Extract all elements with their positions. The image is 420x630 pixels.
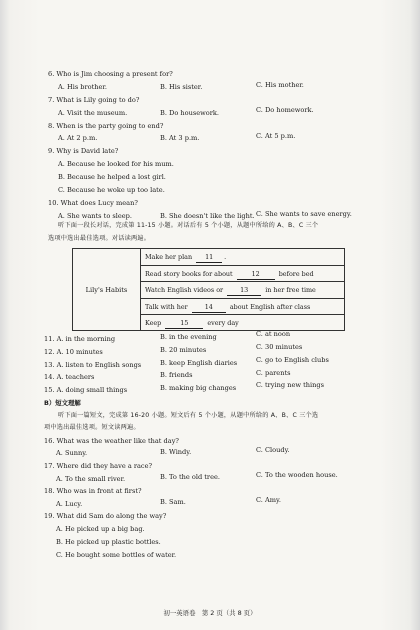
question-8: 8. When is the party going to end? [48, 122, 164, 130]
row-text: Keep [145, 319, 162, 328]
option: B. 20 minutes [160, 346, 207, 354]
question-10: 10. What does Lucy mean? [48, 199, 138, 207]
row-text: Read story books for about [145, 269, 233, 278]
option: C. Cloudy. [256, 446, 290, 454]
habits-table [72, 248, 345, 331]
option: C. go to English clubs [256, 356, 329, 364]
option: C. parents [256, 369, 291, 377]
row-text: Watch English videos or [145, 286, 224, 295]
option: C. To the wooden house. [256, 471, 338, 479]
option: 15. A. doing small things [44, 386, 128, 394]
option: 11. A. in the morning [44, 335, 116, 343]
question-7: 7. What is Lily going to do? [48, 96, 140, 104]
table-row [141, 266, 344, 283]
option: C. His mother. [256, 81, 304, 89]
row-text: Make her plan [145, 253, 193, 261]
row-text: every day [207, 319, 239, 328]
table-row [141, 315, 344, 332]
option: B. Sam. [160, 498, 186, 506]
option: C. At 5 p.m. [256, 132, 296, 140]
instruction-text: 项中选出最佳选项。短文读两遍。 [44, 424, 140, 431]
answer-blank: 11 [196, 252, 222, 263]
answer-blank: 12 [237, 269, 275, 280]
option: B. Do housework. [160, 109, 219, 117]
instruction-text: 听下面一篇短文，完成第 16-20 小题。短文后有 5 个小题，从题中所给的 A、B、C 三个选 [58, 412, 319, 419]
option: B. Windy. [160, 448, 192, 456]
question-18: 18. Who was in front at first? [44, 487, 142, 495]
answer-blank: 13 [227, 285, 261, 296]
option: A. He picked up a big bag. [56, 525, 145, 533]
option: 12. A. 10 minutes [44, 348, 103, 356]
option: B. He picked up plastic bottles. [56, 538, 161, 546]
option: C. 30 minutes [256, 343, 303, 351]
row-text: about English after class [229, 302, 311, 311]
option: B. Because he helped a lost girl. [58, 173, 166, 181]
instruction-text: 听下面一段长对话，完成第 11-15 小题。对话后有 5 个小题，从题中所给的 A、B、C 三个 [58, 222, 319, 229]
answer-blank: 14 [192, 302, 226, 313]
option: A. To the small river. [56, 475, 126, 483]
table-title: Lily's Habits [73, 249, 141, 330]
option: A. Lucy. [56, 500, 83, 508]
row-text: before bed [278, 269, 314, 278]
option: A. At 2 p.m. [58, 134, 98, 142]
option: B. His sister. [160, 83, 203, 91]
option: C. at noon [256, 330, 291, 338]
option: B. At 3 p.m. [160, 134, 200, 142]
section-heading: B）短文理解 [44, 399, 81, 407]
question-16: 16. What was the weather like that day? [44, 437, 179, 445]
option: A. Sunny. [56, 449, 88, 457]
question-19: 19. What did Sam do along the way? [44, 512, 167, 520]
option: C. Do homework. [256, 106, 314, 114]
option: C. Because he woke up too late. [58, 186, 165, 194]
option: A. Visit the museum. [58, 109, 128, 117]
option: B. making big changes [160, 384, 237, 392]
table-row [141, 249, 344, 266]
question-6: 6. Who is Jim choosing a present for? [48, 70, 173, 78]
option: B. She doesn't like the light. [160, 212, 255, 220]
option: 14. A. teachers [44, 373, 95, 381]
page-footer: 初一英语卷 第 2 页（共 8 页） [163, 609, 257, 617]
answer-blank: 15 [165, 318, 203, 329]
table-row [141, 282, 344, 299]
option: C. He bought some bottles of water. [56, 551, 177, 559]
option: B. keep English diaries [160, 359, 238, 367]
option: C. Amy. [256, 496, 281, 504]
option: A. His brother. [58, 83, 107, 91]
row-text: Talk with her [145, 302, 188, 311]
instruction-text: 选项中选出最佳选项。对话读两遍。 [48, 235, 151, 242]
option: C. trying new things [256, 381, 324, 389]
option: C. She wants to save energy. [256, 210, 352, 218]
option: B. To the old tree. [160, 473, 220, 481]
row-text: in her free time [265, 286, 316, 295]
question-9: 9. Why is David late? [48, 147, 119, 155]
option: B. friends [160, 371, 193, 379]
row-text: . [224, 253, 227, 261]
table-row [141, 299, 344, 316]
question-17: 17. Where did they have a race? [44, 462, 153, 470]
option: A. She wants to sleep. [58, 212, 132, 220]
option: A. Because he looked for his mum. [58, 160, 174, 168]
option: 13. A. listen to English songs [44, 361, 142, 369]
option: B. in the evening [160, 333, 217, 341]
